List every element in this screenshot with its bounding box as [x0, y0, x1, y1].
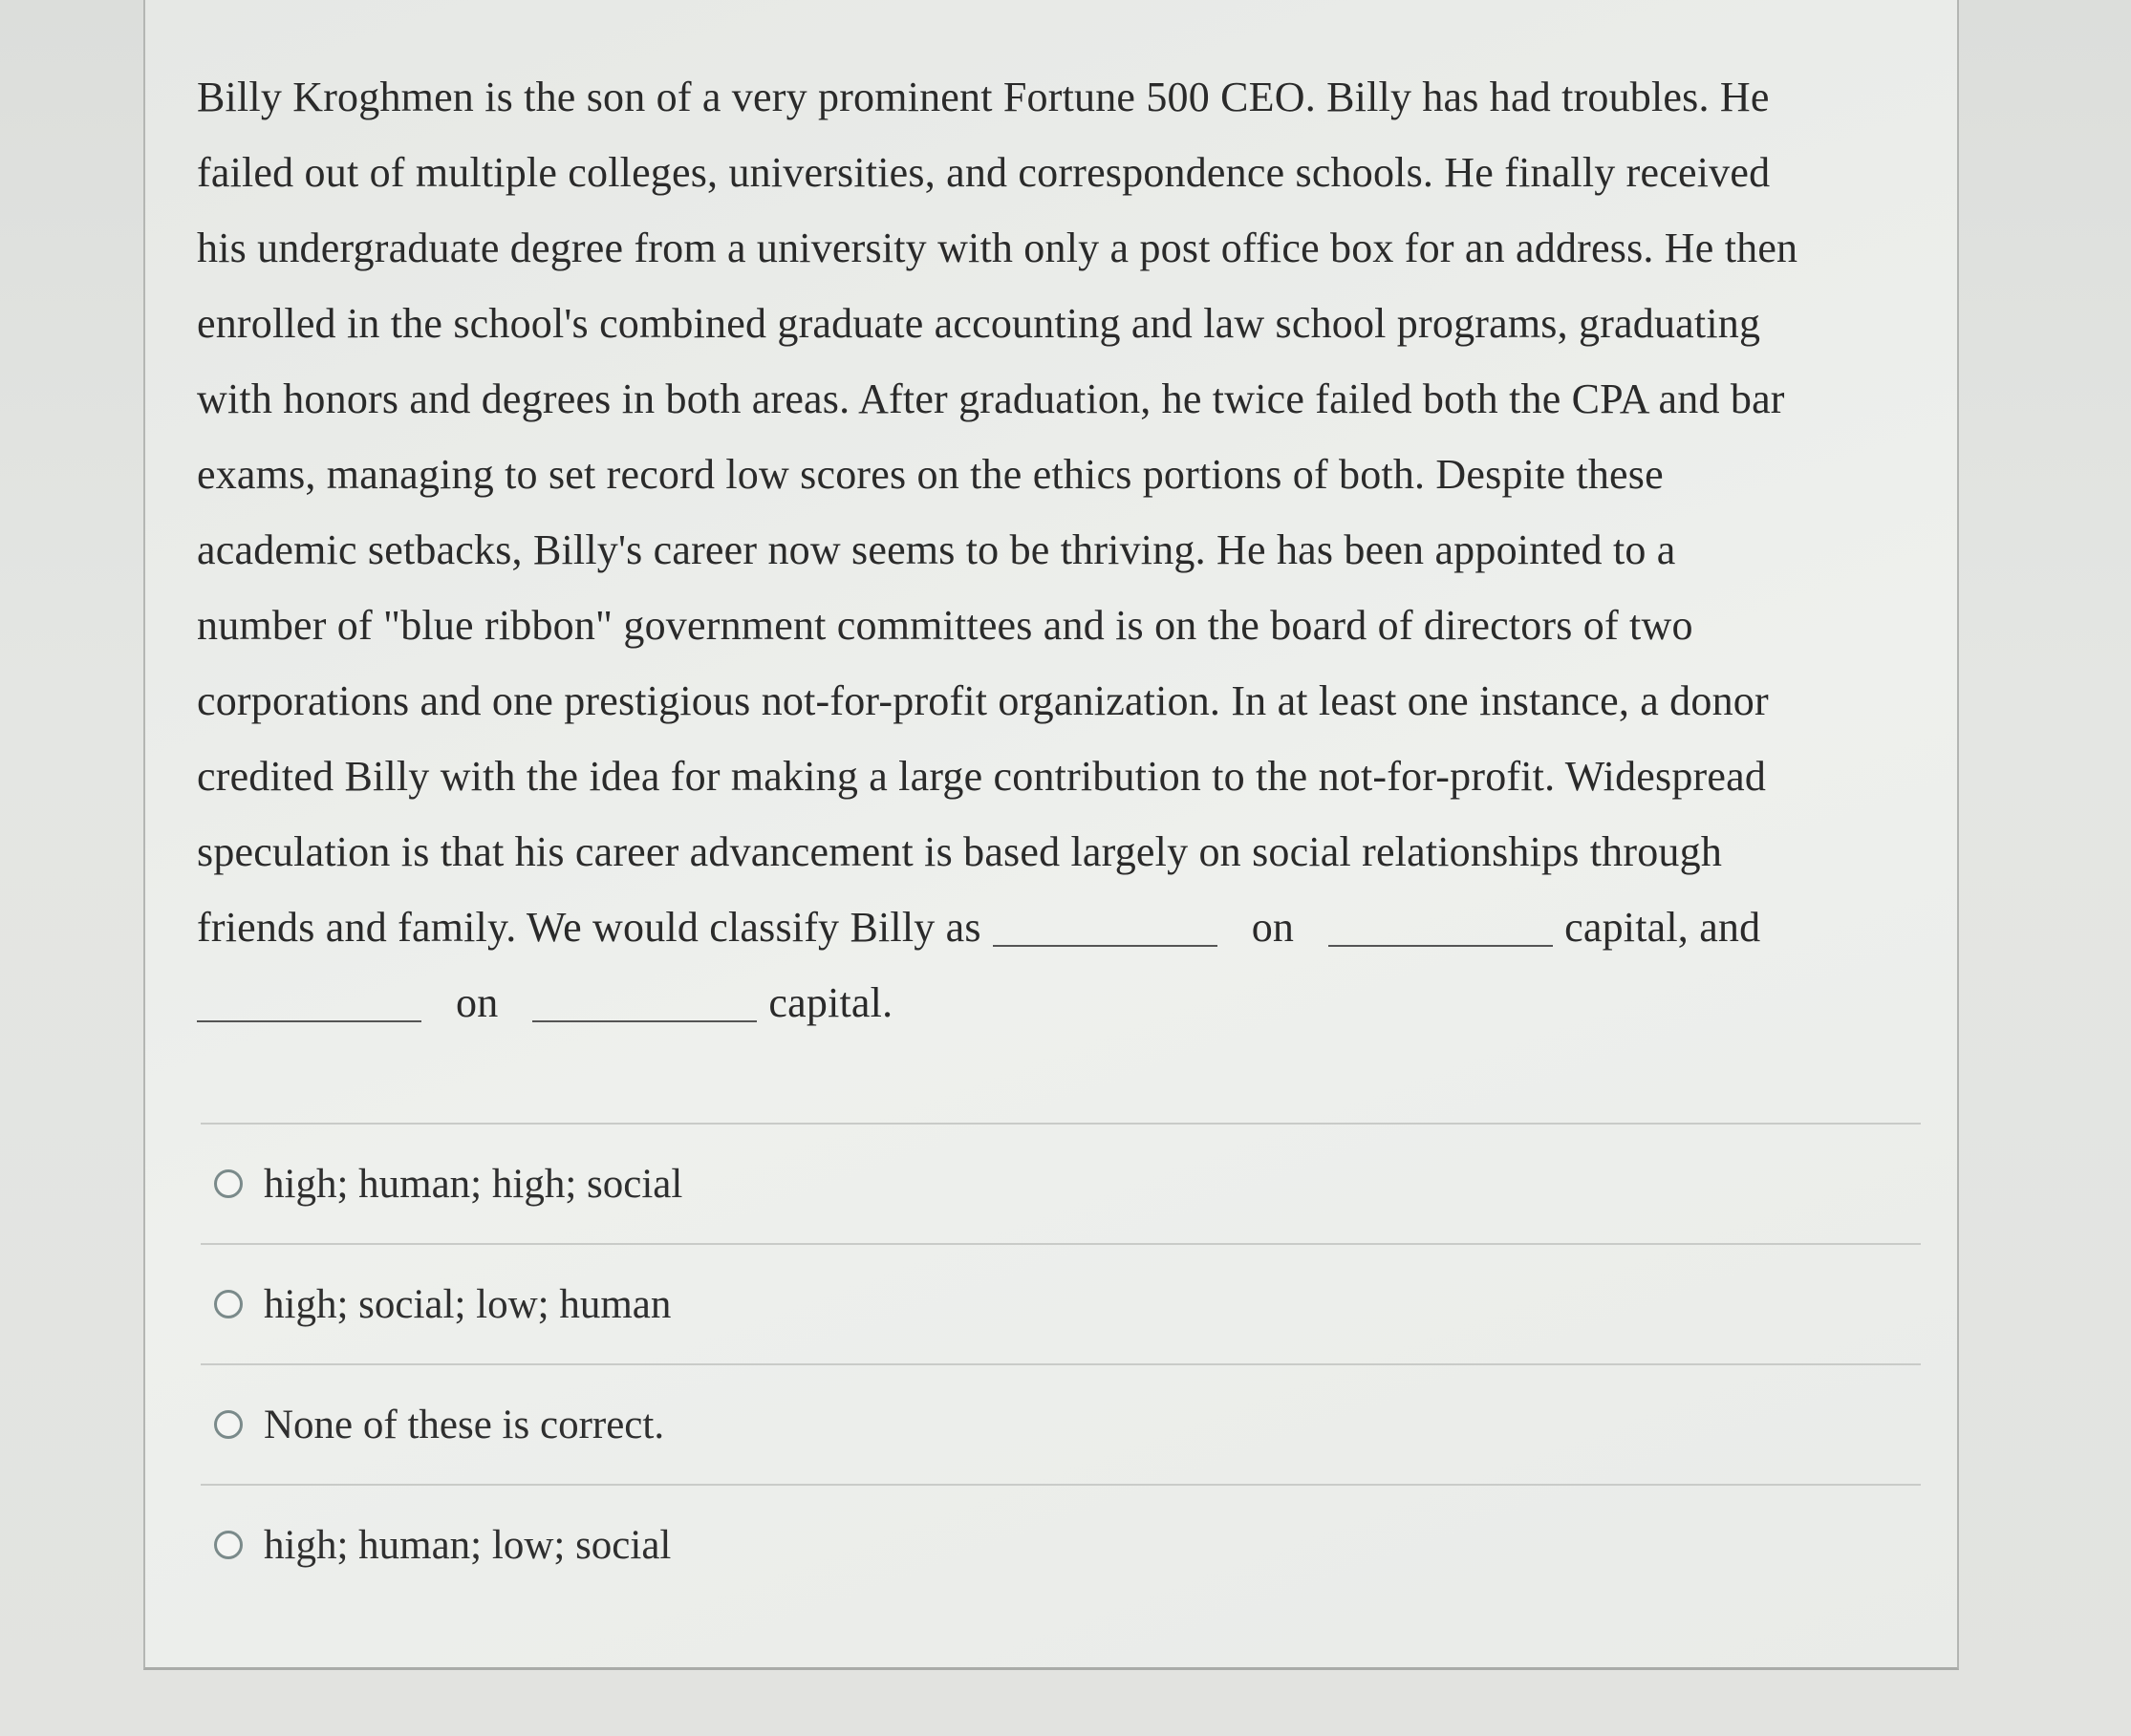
radio-button[interactable]: [214, 1169, 243, 1198]
radio-button[interactable]: [214, 1290, 243, 1318]
option-label: high; social; low; human: [264, 1281, 672, 1327]
question-line: his undergraduate degree from a university with only a post office box for an address. He then: [197, 225, 1798, 271]
question-line: with honors and degrees in both areas. After graduation, he twice failed both the CPA and bar: [197, 375, 1785, 422]
question-line: failed out of multiple colleges, universities, and correspondence schools. He finally received: [197, 149, 1771, 196]
answer-option[interactable]: [201, 1365, 1921, 1484]
answer-blank-2: [1328, 945, 1553, 947]
question-line: academic setbacks, Billy's career now seems to be thriving. He has been appointed to a: [197, 526, 1676, 573]
fill-prefix: friends and family. We would classify Billy as: [197, 904, 981, 951]
question-line: enrolled in the school's combined graduate accounting and law school programs, graduating: [197, 300, 1761, 347]
radio-button[interactable]: [214, 1410, 243, 1439]
question-text: [197, 59, 1955, 1040]
answer-option[interactable]: [201, 1486, 1921, 1604]
answer-options: [201, 1123, 1921, 1604]
question-line: speculation is that his career advancement is based largely on social relationships through: [197, 828, 1723, 875]
answer-blank-1: [993, 945, 1217, 947]
option-label: high; human; low; social: [264, 1522, 672, 1568]
fill-suffix: capital.: [768, 979, 893, 1026]
fill-in-line-2: [197, 965, 1955, 1040]
fill-on-word: on: [1251, 904, 1295, 951]
radio-button[interactable]: [214, 1531, 243, 1559]
question-line: number of "blue ribbon" government committees and is on the board of directors of two: [197, 602, 1693, 649]
question-line: Billy Kroghmen is the son of a very prominent Fortune 500 CEO. Billy has had troubles. He: [197, 74, 1770, 120]
option-label: high; human; high; social: [264, 1161, 683, 1207]
question-line: exams, managing to set record low scores on the ethics portions of both. Despite these: [197, 451, 1664, 498]
option-label: None of these is correct.: [264, 1402, 665, 1447]
fill-in-line-1: [197, 889, 1955, 965]
answer-option[interactable]: [201, 1245, 1921, 1363]
fill-suffix: capital, and: [1564, 904, 1761, 951]
question-card: [143, 0, 1959, 1670]
question-line: corporations and one prestigious not-for-profit organization. In at least one instance, a donor: [197, 677, 1769, 724]
answer-blank-4: [532, 1020, 757, 1022]
answer-option[interactable]: [201, 1125, 1921, 1243]
fill-on-word: on: [456, 979, 499, 1026]
question-line: credited Billy with the idea for making a large contribution to the not-for-profit. Widespread: [197, 753, 1767, 800]
answer-blank-3: [197, 1020, 421, 1022]
